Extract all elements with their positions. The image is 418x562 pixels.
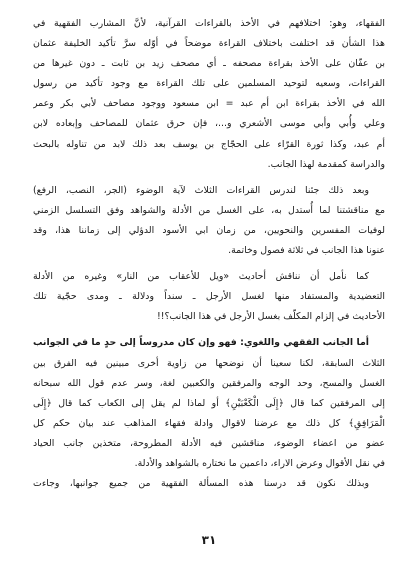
text-line: الأحاديث في إلزام المكلّف بغسل الأرجل في هذا الجانب؟!!: [156, 311, 385, 323]
text-line: في نقل الأقوال وعرض الاراء، داعمين ما نختاره بالشواهد والأدلة.: [134, 457, 385, 469]
text-line: عنونا هذا الجانب في ثلاثة فصول وخاتمة.: [228, 245, 385, 257]
text-line: الفقهاء، وهو: اختلافهم في الأخذ بالقراءات القرآنية، لأنَّ المشارب الفقهية في: [33, 18, 385, 29]
text-line: القراءات، وسعيه لتوحيد المسلمين على تلك القراءة مع وجود تأكيد من رسول: [33, 78, 385, 90]
paragraph-1: [33, 14, 385, 175]
paragraph-4: [33, 333, 385, 474]
text-line: كما نأمل أن نناقش أحاديث «ويل للأعقاب من النار» وغيره من الأدلة: [33, 271, 369, 283]
text-line: وعلي وأُبي وأبي موسى الأشعري و...، فإن حرق عثمان للمصاحف وإبعاده لابن: [33, 118, 385, 130]
paragraph-2: [33, 181, 385, 261]
page-number: ٣١: [201, 533, 217, 547]
text-line: الثلاث السابقة، لكنا سعينا أن نوضحها من زاوية أخرى مبينين فيه الفرق بين: [33, 357, 385, 369]
text-line: التعضيدية والمستفاد منها لغسل الأرجل ـ سنداً ودلالة ـ ومدى حجّية تلك: [33, 291, 385, 303]
text-line: مع مناقشتنا لما أُستدل به، على الغسل من الأدلة والشواهد وفق التسلسل الزمني: [33, 204, 385, 216]
text-line: الغسل والمسح، وحد الوجه والمرفقين والكعبين لغة، وسر عدم قول الله سبحانه: [33, 377, 385, 389]
text-line: هذا الشأن قد اختلفت باختلاف القراءة موضحاً في أوّله سرَّ تأكيد الخليفة عثمان: [33, 38, 385, 50]
text-line: بن عفّان على الأخذ بقراءة مصحفه ـ أي مصحف زيد بن ثابت ـ دون غيرها من: [33, 58, 385, 70]
text-line: والدراسة كمقدمة لهذا الجانب.: [267, 158, 385, 170]
text-line: وبعد ذلك جئنا لندرس القراءات الثلاث لآية الوضوء (الجر، النصب، الرفع): [33, 184, 369, 196]
text-line: أم عبد، وكذا ثورة القرّاء على الحجّاج بن يوسف بعد ذلك لابد من تناوله بالبحث: [33, 138, 385, 150]
text-line: وبذلك نكون قد درسنا هذه المسألة الفقهية من جميع جوانبها، وجاءت: [33, 478, 369, 490]
section-lead-line: أما الجانب الفقهي واللغوي: فهو وإن كان مدروساً إلى حدٍ ما في الجوانب: [33, 337, 369, 349]
text-line: عضو من اعضاء الوضوء، مناقشين فيه الأدلة المطروحة، متخذين جانب الحياد: [33, 437, 385, 449]
text-line: إلى المرفقين كما قال ﴿إِلَى الْكَعْبَيْنِ﴾ أو لماذا لم يقل إلى الكعاب كما قال ﴿إِلَى: [33, 397, 385, 409]
paragraph-3: [33, 267, 385, 327]
page-body-text: [33, 14, 385, 494]
text-line: لوفيات المفسرين والنحويين، من زمان ابي الأسود الدؤلي إلى زماننا هذا، وقد: [33, 224, 385, 236]
text-line: الْمَرَافِقِ﴾ كل ذلك مع عرضنا لاقوال وادلة فقهاء المذاهب عند بيان حكم كل: [33, 417, 385, 429]
text-line: الله في الأخذ بقراءة ابن أم عبد = ابن مسعود ووجود مصاحف لأبي بكر وعمر: [33, 98, 385, 110]
paragraph-5: [33, 474, 385, 494]
